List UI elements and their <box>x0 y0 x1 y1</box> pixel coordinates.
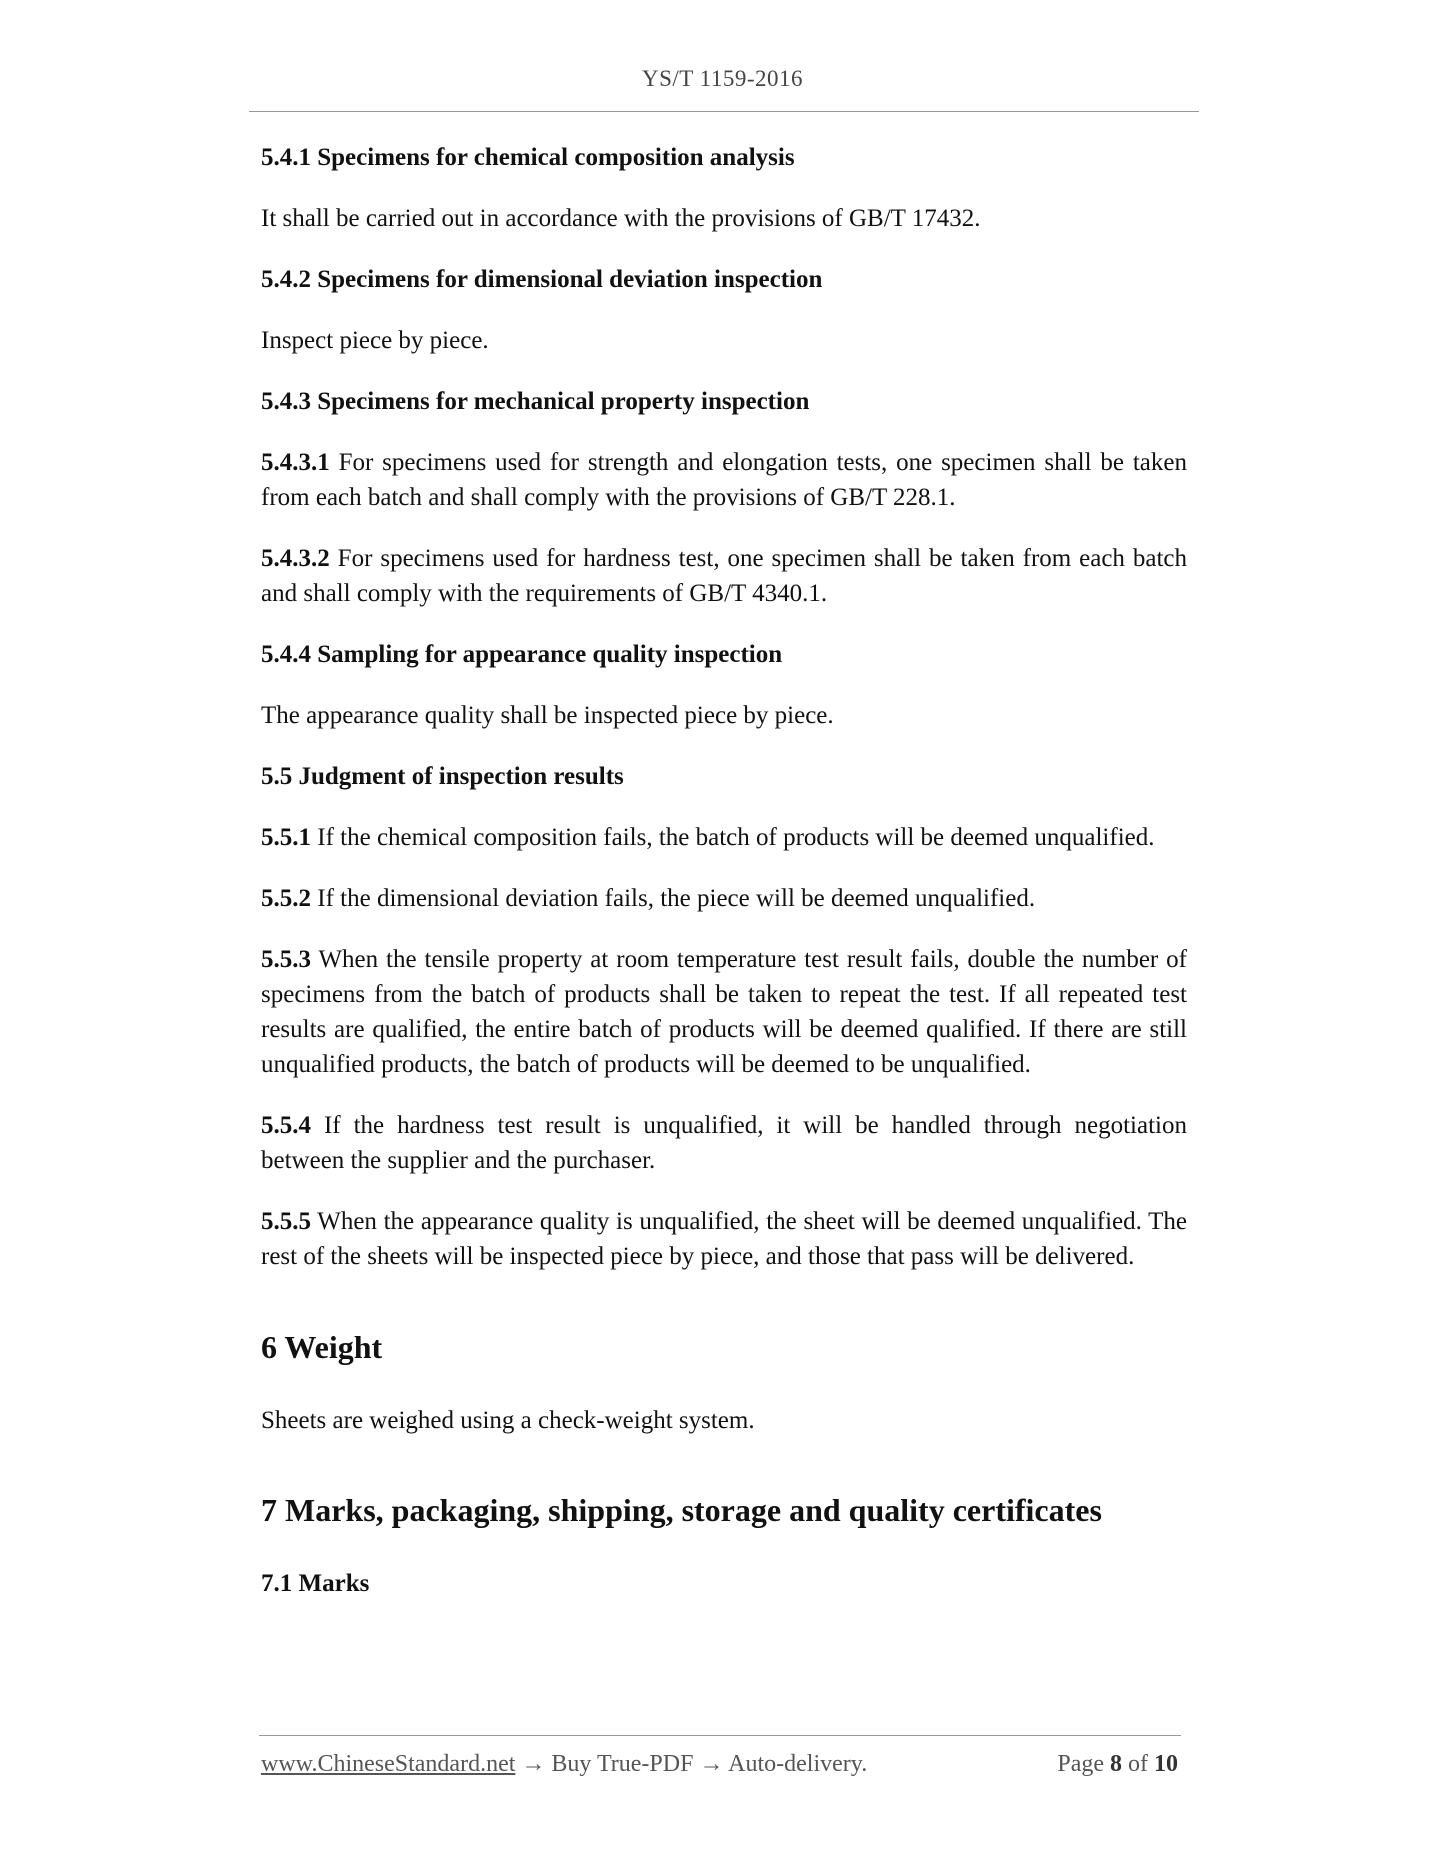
clause-number: 5.4.3.1 <box>261 449 330 476</box>
clause-text: When the tensile property at room temperature test result fails, double the number of specimens from the batch of products shall be taken to repeat the test. If all repeated test results are qualified, the entire batch of products will be deemed qualified. If there are still unqualified products, the batch of products will be deemed to be unqualified. <box>261 946 1187 1078</box>
clause-number: 5.5.2 <box>261 885 311 912</box>
paragraph-5-5-5 <box>261 1204 1187 1274</box>
site-link[interactable]: www.ChineseStandard.net <box>261 1751 516 1777</box>
heading-5-4-3: 5.4.3 Specimens for mechanical property inspection <box>261 388 810 415</box>
heading-6-weight: 6 Weight <box>261 1329 383 1365</box>
clause-text: If the dimensional deviation fails, the piece will be deemed unqualified. <box>311 885 1036 912</box>
paragraph-5-5-1 <box>261 820 1187 855</box>
clause-text: For specimens used for strength and elongation tests, one specimen shall be taken from each batch and shall comply with the provisions of GB/T 228.1. <box>261 449 1187 511</box>
paragraph-5-4-1: It shall be carried out in accordance with the provisions of GB/T 17432. <box>261 205 981 232</box>
paragraph-5-4-2: Inspect piece by piece. <box>261 327 489 354</box>
heading-5-4-1: 5.4.1 Specimens for chemical composition analysis <box>261 144 795 171</box>
page-footer <box>261 1751 1181 1783</box>
heading-5-4-4: 5.4.4 Sampling for appearance quality inspection <box>261 641 783 668</box>
arrow-right-icon: → <box>521 1751 546 1777</box>
heading-5-5: 5.5 Judgment of inspection results <box>261 763 624 790</box>
of-label: of <box>1128 1751 1148 1777</box>
paragraph-5-4-4: The appearance quality shall be inspected piece by piece. <box>261 702 834 729</box>
paragraph-5-4-3-2 <box>261 541 1187 611</box>
document-body <box>261 140 1187 1601</box>
auto-delivery-text: Auto-delivery. <box>728 1751 868 1777</box>
clause-text: If the hardness test result is unqualified, it will be handled through negotiation between the supplier and the purchaser. <box>261 1112 1187 1174</box>
page-number <box>1057 1751 1178 1778</box>
arrow-right-icon: → <box>699 1751 724 1777</box>
paragraph-5-5-3 <box>261 942 1187 1082</box>
footer-divider <box>259 1735 1181 1736</box>
header-divider <box>249 111 1199 112</box>
clause-number: 5.5.3 <box>261 946 311 973</box>
heading-5-4-2: 5.4.2 Specimens for dimensional deviation inspection <box>261 266 823 293</box>
heading-7: 7 Marks, packaging, shipping, storage and quality certificates <box>261 1492 1102 1528</box>
page-label: Page <box>1057 1751 1104 1777</box>
page-total: 10 <box>1154 1751 1178 1777</box>
paragraph-6: Sheets are weighed using a check-weight system. <box>261 1407 755 1434</box>
buy-true-pdf-text: Buy True-PDF <box>551 1751 694 1777</box>
paragraph-5-4-3-1 <box>261 445 1187 515</box>
clause-number: 5.5.1 <box>261 824 311 851</box>
clause-number: 5.5.5 <box>261 1208 311 1235</box>
document-code-header: YS/T 1159-2016 <box>642 66 803 91</box>
clause-text: If the chemical composition fails, the batch of products will be deemed unqualified. <box>311 824 1155 851</box>
paragraph-5-5-2 <box>261 881 1187 916</box>
footer-promo <box>261 1751 867 1778</box>
page-current: 8 <box>1110 1751 1122 1777</box>
heading-7-1: 7.1 Marks <box>261 1570 370 1597</box>
clause-text: For specimens used for hardness test, one specimen shall be taken from each batch and shall comply with the requirements of GB/T 4340.1. <box>261 545 1187 607</box>
clause-text: When the appearance quality is unqualified, the sheet will be deemed unqualified. The rest of the sheets will be inspected piece by piece, and those that pass will be delivered. <box>261 1208 1187 1270</box>
clause-number: 5.5.4 <box>261 1112 311 1139</box>
paragraph-5-5-4 <box>261 1108 1187 1178</box>
clause-number: 5.4.3.2 <box>261 545 330 572</box>
